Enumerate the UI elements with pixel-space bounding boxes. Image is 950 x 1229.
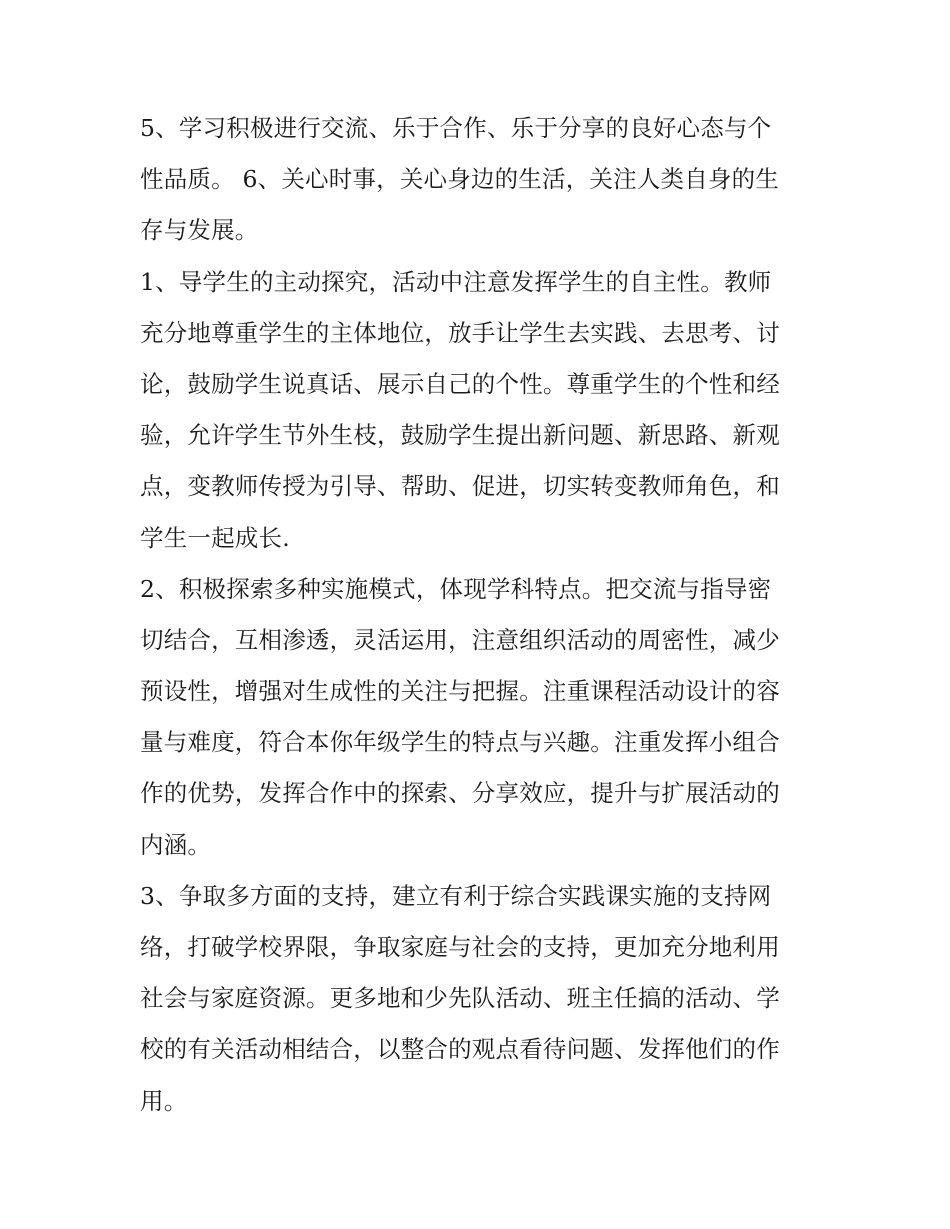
text-line: 1、导学生的主动探究，活动中注意发挥学生的自主性。教师 — [140, 267, 772, 296]
text-line: 论，鼓励学生说真话、展示自己的个性。尊重学生的个性和经 — [140, 369, 780, 398]
text-line: 社会与家庭资源。更多地和少先队活动、班主任搞的活动、学 — [140, 984, 780, 1013]
text-line: 切结合，互相渗透，灵活运用，注意组织活动的周密性，减少 — [140, 625, 780, 654]
text-line: 点，变教师传授为引导、帮助、促进，切实转变教师角色，和 — [140, 472, 780, 501]
text-line: 络，打破学校界限，争取家庭与社会的支持，更加充分地利用 — [140, 933, 780, 961]
text-line: 校的有关活动相结合，以整合的观点看待问题、发挥他们的作 — [140, 1035, 780, 1064]
text-line: 用。 — [140, 1086, 188, 1115]
text-line: 充分地尊重学生的主体地位，放手让学生去实践、去思考、讨 — [140, 318, 780, 347]
text-line: 内涵。 — [140, 830, 212, 859]
text-line: 2、积极探索多种实施模式，体现学科特点。把交流与指导密 — [140, 574, 772, 603]
text-line: 存与发展。 — [140, 216, 259, 245]
text-line: 性品质。 6、关心时事，关心身边的生活，关注人类自身的生 — [140, 165, 780, 194]
text-line: 5、学习积极进行交流、乐于合作、乐于分享的良好心态与个 — [140, 114, 772, 142]
text-line: 作的优势，发挥合作中的探索、分享效应，提升与扩展活动的 — [140, 779, 780, 808]
text-line: 预设性，增强对生成性的关注与把握。注重课程活动设计的容 — [140, 677, 780, 706]
text-line: 3、争取多方面的支持，建立有利于综合实践课实施的支持网 — [140, 881, 772, 910]
text-line: 学生一起成长. — [140, 523, 290, 552]
text-line: 验，允许学生节外生枝，鼓励学生提出新问题、新思路、新观 — [140, 421, 780, 450]
text-line: 量与难度，符合本你年级学生的特点与兴趣。注重发挥小组合 — [140, 728, 780, 757]
document-body — [140, 103, 820, 1127]
